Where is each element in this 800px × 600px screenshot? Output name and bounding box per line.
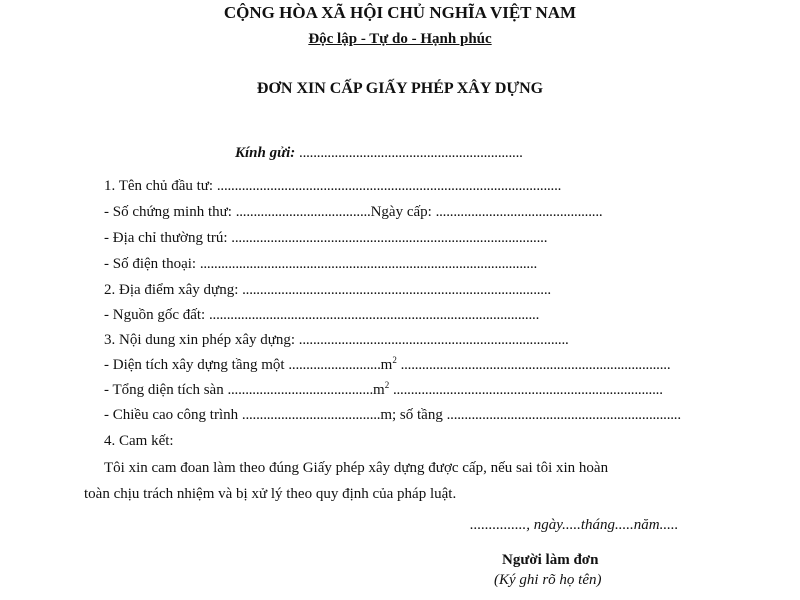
height-label: - Chiều cao công trình: [104, 407, 239, 423]
signature-note: (Ký ghi rõ họ tên): [494, 572, 602, 588]
content-label: 3. Nội dung xin phép xây dựng:: [104, 332, 296, 348]
site-line: [104, 280, 551, 300]
issue-date-dots: ...............................................: [435, 204, 603, 220]
land-label: - Nguồn gốc đất:: [104, 307, 206, 323]
recipient-line: [235, 143, 523, 163]
commitment-text-line1: Tôi xin cam đoan làm theo đúng Giấy phép xây dựng được cấp, nếu sai tôi xin hoàn: [104, 460, 609, 476]
recipient-label: Kính gửi:: [235, 145, 296, 161]
site-dots: .......................................................................................: [242, 282, 551, 298]
id-line: [104, 202, 602, 222]
ground-area-unit: m: [380, 357, 393, 373]
ground-area-unit-sup: 2: [392, 355, 397, 365]
id-dots: ......................................: [235, 204, 371, 220]
content-dots: ............................................................................: [298, 332, 569, 348]
owner-dots: .................................................................................................: [216, 178, 562, 194]
content-line: [104, 330, 569, 350]
ground-area-dots: ..........................: [288, 357, 381, 373]
floor-area-unit: m: [373, 382, 385, 398]
height-unit: m; số tầng: [380, 407, 443, 423]
signature-date-line: ..............., ngày.....tháng.....năm.....: [470, 517, 679, 533]
floor-area-dots: .........................................: [227, 382, 374, 398]
id-label: - Số chứng minh thư:: [104, 204, 232, 220]
height-line: [104, 405, 681, 425]
owner-label: 1. Tên chủ đầu tư:: [104, 178, 214, 194]
phone-dots: ...............................................................................................: [199, 256, 538, 272]
phone-line: [104, 254, 537, 274]
commitment-label: 4. Cam kết:: [104, 433, 174, 449]
floor-area-label: - Tổng diện tích sàn: [104, 382, 224, 398]
address-label: - Địa chỉ thường trú:: [104, 230, 228, 246]
issue-date-label: Ngày cấp:: [370, 204, 432, 220]
signer-title: Người làm đơn: [502, 552, 599, 568]
motto: Độc lập - Tự do - Hạnh phúc: [308, 31, 492, 47]
commitment-text-line2: toàn chịu trách nhiệm và bị xử lý theo quy định của pháp luật.: [84, 486, 457, 502]
site-label: 2. Địa điểm xây dựng:: [104, 282, 239, 298]
ground-area-label: - Diện tích xây dựng tầng một: [104, 357, 285, 373]
land-line: [104, 305, 539, 325]
address-dots: .........................................................................................: [231, 230, 548, 246]
owner-line: [104, 176, 561, 196]
floor-area-tail: ............................................................................: [392, 382, 663, 398]
nation-header: CỘNG HÒA XÃ HỘI CHỦ NGHĨA VIỆT NAM: [223, 3, 577, 22]
land-dots: .............................................................................................: [208, 307, 540, 323]
recipient-dots: ...............................................................: [299, 145, 523, 161]
height-dots: .......................................: [241, 407, 381, 423]
address-line: [104, 228, 547, 248]
document-title: ĐƠN XIN CẤP GIẤY PHÉP XÂY DỰNG: [256, 80, 544, 97]
phone-label: - Số điện thoại:: [104, 256, 197, 272]
height-tail: ..................................................................: [446, 407, 681, 423]
ground-area-tail: ............................................................................: [400, 357, 671, 373]
ground-area-line: [104, 355, 670, 375]
floor-area-unit-sup: 2: [384, 380, 390, 390]
floor-area-line: [104, 380, 663, 400]
